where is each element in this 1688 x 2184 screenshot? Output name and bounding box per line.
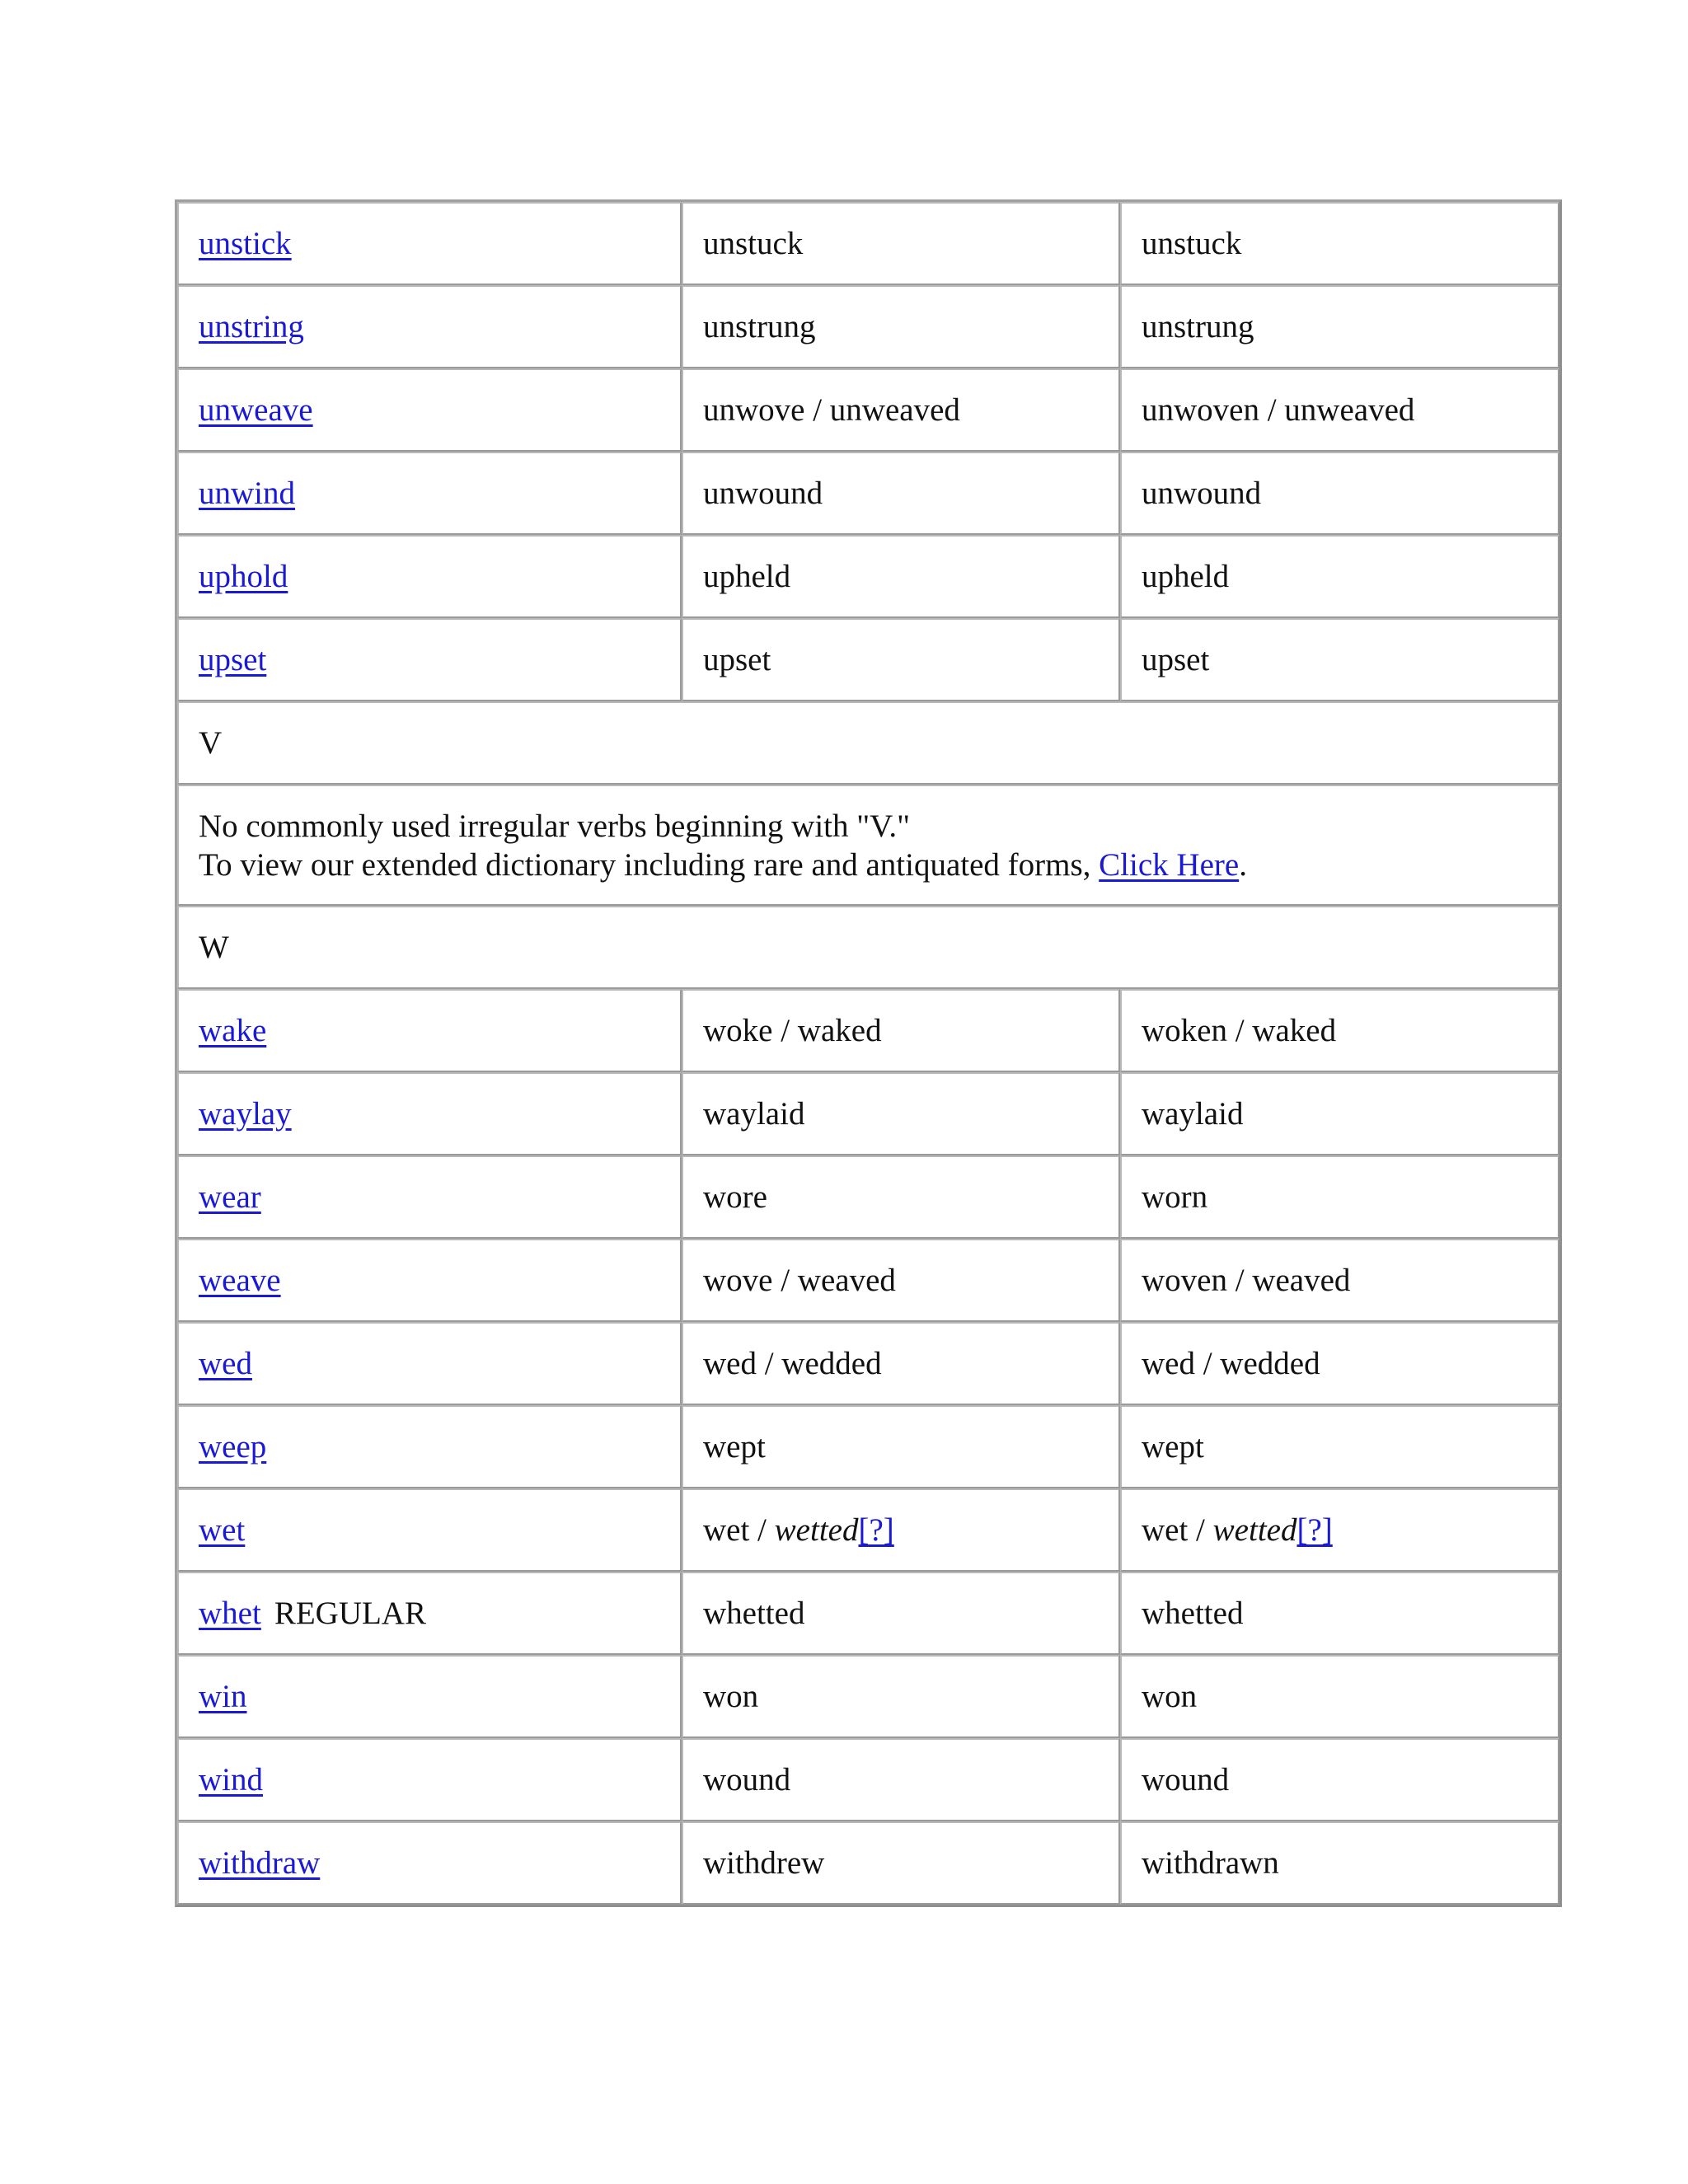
section-letter-v: V [177,701,1559,785]
table-row [177,1155,1559,1239]
past-participle-cell: waylaid [1120,1072,1559,1155]
irregular-verbs-table [175,199,1562,1907]
verb-link-weep[interactable]: weep [199,1429,267,1465]
table-row [177,285,1559,368]
verb-link-waylay[interactable]: waylay [199,1096,292,1132]
footnote-link[interactable]: [?] [1296,1512,1333,1548]
past-simple-cell: unwound [682,452,1120,535]
base-form-cell [177,1655,682,1738]
past-simple-cell: whetted [682,1572,1120,1655]
base-form-cell [177,989,682,1072]
table-row [177,1405,1559,1488]
verb-link-unstick[interactable]: unstick [199,226,292,261]
table-row [177,452,1559,535]
base-form-cell [177,285,682,368]
past-simple-cell: wed / wedded [682,1322,1120,1405]
base-form-cell [177,1488,682,1572]
past-participle-cell: upset [1120,618,1559,701]
footnote-link[interactable]: [?] [858,1512,894,1548]
section-letter-w: W [177,906,1559,989]
note-line-2-text: To view our extended dictionary including rare and antiquated forms, [199,846,1100,883]
click-here-link[interactable]: Click Here [1099,846,1240,883]
past-participle-cell: withdrawn [1120,1821,1559,1905]
past-simple-cell: waylaid [682,1072,1120,1155]
past-participle-cell: unstuck [1120,202,1559,285]
section-header-row [177,906,1559,989]
note-line-2 [199,846,1538,884]
participle-plain-text: wet / [1142,1512,1213,1548]
verb-link-withdraw[interactable]: withdraw [199,1845,321,1881]
table-row [177,202,1559,285]
past-participle-cell: unstrung [1120,285,1559,368]
participle-variant-italic: wetted [1212,1512,1297,1548]
past-simple-cell: wept [682,1405,1120,1488]
table-row [177,368,1559,452]
past-participle-cell: unwoven / unweaved [1120,368,1559,452]
note-line-2-period: . [1239,846,1247,883]
past-simple-cell: wound [682,1738,1120,1821]
verb-link-wake[interactable]: wake [199,1013,267,1048]
verb-link-wind[interactable]: wind [199,1762,263,1797]
past-participle-cell [1120,1488,1559,1572]
past-simple-cell: won [682,1655,1120,1738]
past-plain-text: wet / [703,1512,775,1548]
verb-link-upset[interactable]: upset [199,642,267,677]
verb-link-uphold[interactable]: uphold [199,559,288,594]
base-form-cell [177,1239,682,1322]
base-form-cell [177,1405,682,1488]
table-row [177,1738,1559,1821]
verb-link-unweave[interactable]: unweave [199,392,313,428]
past-participle-cell: won [1120,1655,1559,1738]
past-participle-cell: upheld [1120,535,1559,618]
past-simple-cell: wore [682,1155,1120,1239]
verb-link-wet[interactable]: wet [199,1512,246,1548]
table-row [177,989,1559,1072]
past-simple-cell: wove / weaved [682,1239,1120,1322]
past-simple-cell: unstrung [682,285,1120,368]
past-simple-cell: upheld [682,535,1120,618]
verb-link-unstring[interactable]: unstring [199,309,304,344]
table-row [177,535,1559,618]
verb-link-whet[interactable]: whet [199,1596,261,1631]
note-line-1: No commonly used irregular verbs beginning with "V." [199,808,910,844]
past-participle-cell: whetted [1120,1572,1559,1655]
past-simple-cell: unwove / unweaved [682,368,1120,452]
past-participle-cell: worn [1120,1155,1559,1239]
past-simple-cell: upset [682,618,1120,701]
verb-link-weave[interactable]: weave [199,1263,281,1298]
table-row [177,1239,1559,1322]
past-participle-cell: woken / waked [1120,989,1559,1072]
table-row [177,618,1559,701]
past-participle-cell: unwound [1120,452,1559,535]
past-simple-cell: withdrew [682,1821,1120,1905]
past-simple-cell: woke / waked [682,989,1120,1072]
table-row [177,1572,1559,1655]
past-participle-cell: wed / wedded [1120,1322,1559,1405]
base-form-cell [177,535,682,618]
base-form-cell [177,452,682,535]
past-participle-cell: wound [1120,1738,1559,1821]
base-form-cell [177,1322,682,1405]
base-form-cell [177,368,682,452]
base-form-cell [177,202,682,285]
table-row [177,1655,1559,1738]
past-simple-cell [682,1488,1120,1572]
base-form-cell [177,1821,682,1905]
section-note-row [177,785,1559,906]
base-form-cell [177,1572,682,1655]
section-header-row [177,701,1559,785]
base-form-cell [177,1738,682,1821]
verb-link-wed[interactable]: wed [199,1346,252,1381]
table-row [177,1072,1559,1155]
base-form-cell [177,1155,682,1239]
section-note-v [177,785,1559,906]
past-simple-cell: unstuck [682,202,1120,285]
table-row [177,1821,1559,1905]
verb-link-win[interactable]: win [199,1679,247,1714]
table-row [177,1488,1559,1572]
verb-link-wear[interactable]: wear [199,1179,261,1215]
base-form-cell [177,1072,682,1155]
past-participle-cell: wept [1120,1405,1559,1488]
base-form-cell [177,618,682,701]
past-participle-cell: woven / weaved [1120,1239,1559,1322]
regular-tag: REGULAR [274,1596,426,1631]
verb-link-unwind[interactable]: unwind [199,476,295,511]
past-variant-italic: wetted [774,1512,859,1548]
table-row [177,1322,1559,1405]
